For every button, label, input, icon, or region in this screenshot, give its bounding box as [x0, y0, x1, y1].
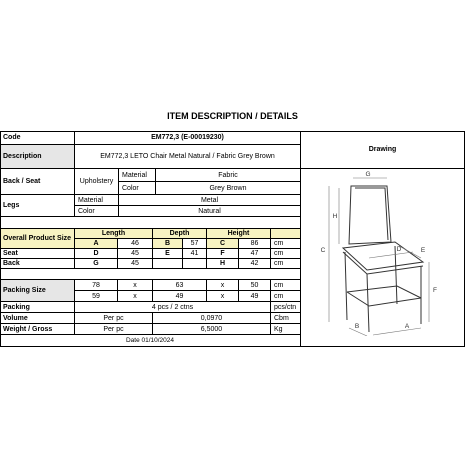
dims-row-1-lv: 46 [118, 239, 153, 249]
dims-row-1-label [0, 239, 75, 249]
dims-row-1-l: A [75, 239, 118, 249]
chair-drawing-svg [301, 152, 465, 336]
packing-size-2-x2: x [207, 291, 239, 302]
dims-row-2-d: E [153, 249, 183, 259]
dim-line-a [373, 328, 421, 335]
packing-size-1-a: 78 [75, 280, 118, 291]
volume-unit: Cbm [271, 313, 301, 324]
dims-row-2-dv: 41 [183, 249, 207, 259]
dims-row-1-h: C [207, 239, 239, 249]
packing-size-2-a: 59 [75, 291, 118, 302]
packing-size-1-x2: x [207, 280, 239, 291]
chair-stretcher-back [347, 286, 421, 298]
length-header: Length [75, 229, 153, 239]
legs-color-label: Color [75, 206, 119, 217]
dims-row-3-d [153, 259, 183, 269]
chair-backrest [349, 186, 391, 244]
legs-material-value: Metal [119, 195, 301, 206]
volume-per: Per pc [75, 313, 153, 324]
packing-size-1-unit: cm [271, 280, 301, 291]
code-label: Code [0, 131, 75, 145]
drawing-letter-e: E [420, 247, 426, 254]
chair-leg-back-left [345, 252, 347, 320]
dims-row-2-hv: 47 [239, 249, 271, 259]
dims-row-3-h: H [207, 259, 239, 269]
packing-size-1-c: 50 [239, 280, 271, 291]
packing-size-label: Packing Size [0, 280, 75, 302]
weight-per: Per pc [75, 324, 153, 335]
chair-stretcher-front [347, 292, 421, 306]
overall-size-label: Overall Product Size [0, 229, 75, 249]
dims-row-1-unit: cm [271, 239, 301, 249]
weight-label: Weight / Gross [0, 324, 75, 335]
back-seat-material-label: Material [119, 169, 156, 182]
dims-row-3-lv: 45 [118, 259, 153, 269]
chair-seat-edge [343, 252, 423, 274]
spacer-row [0, 217, 301, 229]
chair-backrest-edge [355, 188, 388, 240]
drawing-letter-d: D [396, 246, 402, 253]
legs-material-label: Material [75, 195, 119, 206]
spacer-row-2 [0, 269, 301, 280]
legs-label: Legs [0, 195, 75, 217]
unit-header [271, 229, 301, 239]
legs-color-value: Natural [119, 206, 301, 217]
back-seat-label: Back / Seat [0, 169, 75, 195]
packing-size-1-x1: x [118, 280, 153, 291]
dims-row-3-dv [183, 259, 207, 269]
packing-size-2-b: 49 [153, 291, 207, 302]
packing-label: Packing [0, 302, 75, 313]
packing-size-1-b: 63 [153, 280, 207, 291]
dims-row-2-unit: cm [271, 249, 301, 259]
volume-label: Volume [0, 313, 75, 324]
dims-row-3-l: G [75, 259, 118, 269]
dims-row-1-dv: 57 [183, 239, 207, 249]
description-value: EM772,3 LETO Chair Metal Natural / Fabric Grey Brown [75, 145, 301, 169]
dims-row-2-l: D [75, 249, 118, 259]
packing-size-2-unit: cm [271, 291, 301, 302]
drawing-letter-f: F [433, 287, 437, 294]
back-seat-color-label: Color [119, 182, 156, 195]
back-seat-color-value: Grey Brown [156, 182, 301, 195]
chair-drawing [301, 152, 465, 336]
dims-row-2-lv: 45 [118, 249, 153, 259]
dims-row-3-label: Back [0, 259, 75, 269]
height-header: Height [207, 229, 271, 239]
upholstery-label: Upholstery [75, 169, 119, 195]
packing-value: 4 pcs / 2 ctns [75, 302, 271, 313]
drawing-letter-h: H [332, 213, 338, 220]
date-text: Date 01/10/2024 [0, 335, 301, 347]
weight-unit: Kg [271, 324, 301, 335]
dims-row-3-hv: 42 [239, 259, 271, 269]
drawing-label: Drawing [301, 131, 465, 169]
drawing-letter-a: A [404, 323, 410, 330]
dim-line-e [396, 246, 421, 258]
packing-size-2-x1: x [118, 291, 153, 302]
depth-header: Depth [153, 229, 207, 239]
code-value: EM772,3 (E-00019230) [75, 131, 301, 145]
dims-row-2-label: Seat [0, 249, 75, 259]
packing-unit: pcs/ctn [271, 302, 301, 313]
packing-size-2-c: 49 [239, 291, 271, 302]
chair-leg-front-left [367, 274, 369, 332]
dims-row-1-hv: 86 [239, 239, 271, 249]
description-label: Description [0, 145, 75, 169]
dims-row-1-d: B [153, 239, 183, 249]
drawing-letter-b: B [354, 323, 360, 330]
drawing-letter-c: C [320, 247, 326, 254]
volume-value: 0,0970 [153, 313, 271, 324]
back-seat-material-value: Fabric [156, 169, 301, 182]
dim-line-d [369, 252, 413, 258]
dims-row-2-h: F [207, 249, 239, 259]
page-title: ITEM DESCRIPTION / DETAILS [167, 111, 298, 121]
weight-value: 6,5000 [153, 324, 271, 335]
dims-row-3-unit: cm [271, 259, 301, 269]
drawing-letter-g: G [365, 171, 371, 178]
